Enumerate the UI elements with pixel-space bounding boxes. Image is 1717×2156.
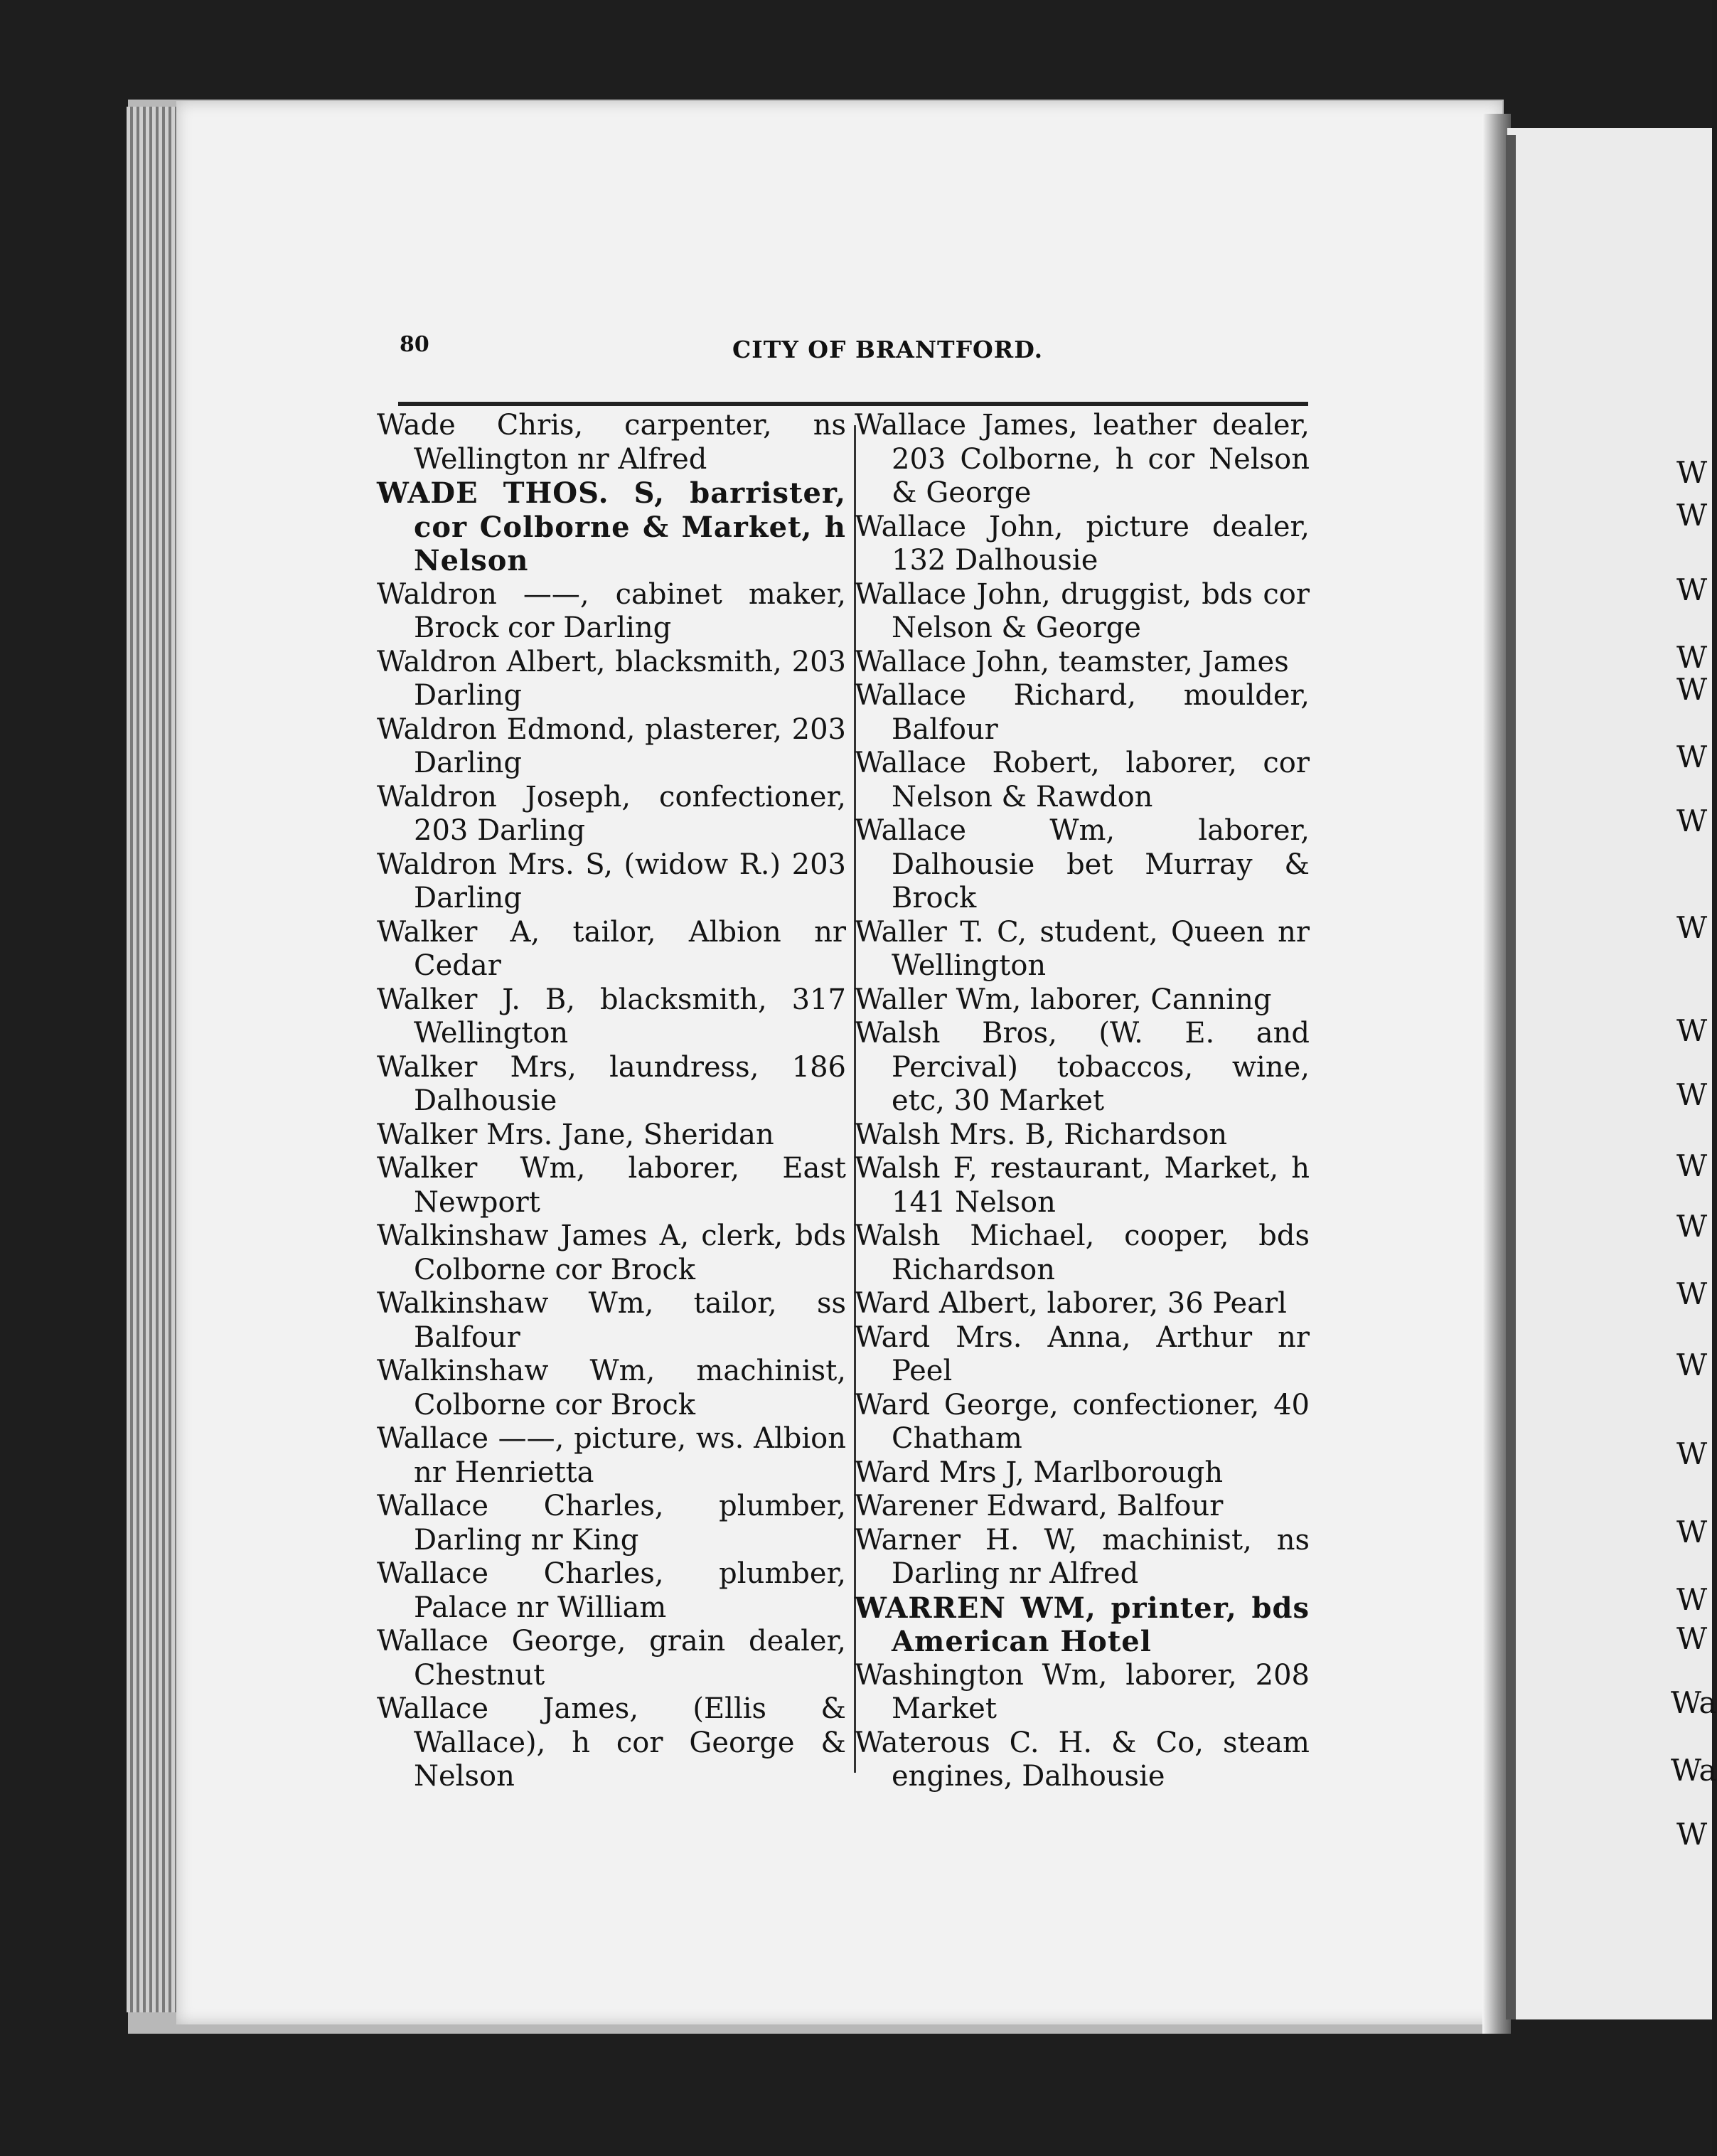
right-column — [855, 409, 1310, 1794]
facing-page-letter: W — [1676, 1077, 1708, 1112]
directory-entry: Wallace Wm, laborer, Dalhousie bet Murray & Brock — [855, 814, 1310, 914]
facing-page-letter: W — [1676, 910, 1708, 945]
directory-entry: Walker A, tailor, Albion nr Cedar — [377, 915, 846, 982]
directory-entry: Waller Wm, laborer, Canning — [855, 983, 1272, 1016]
facing-page-edge — [1506, 135, 1516, 2019]
directory-entry: Ward Albert, laborer, 36 Pearl — [855, 1287, 1287, 1320]
directory-entry: Wallace John, teamster, James — [855, 645, 1289, 678]
directory-entry: Waldron Mrs. S, (widow R.) 203 Darling — [377, 848, 846, 914]
facing-page-letter: W — [1676, 1817, 1708, 1852]
directory-entry: Walker Mrs, laundress, 186 Dalhousie — [377, 1050, 846, 1117]
directory-entry: Walkinshaw James A, clerk, bds Colborne cor Brock — [377, 1220, 846, 1286]
directory-entry: Walkinshaw Wm, machinist, Colborne cor Brock — [377, 1355, 846, 1421]
directory-entry: Wallace George, grain dealer, Chestnut — [377, 1625, 846, 1692]
header-rule — [398, 402, 1308, 406]
directory-entry: Ward Mrs J, Marlborough — [855, 1456, 1224, 1489]
directory-entry: Warener Edward, Balfour — [855, 1490, 1224, 1522]
directory-entry: Wade Chris, carpenter, ns Wellington nr Alfred — [377, 409, 846, 476]
facing-page-letter: W — [1676, 572, 1708, 607]
directory-entry: Washington Wm, laborer, 208 Market — [855, 1658, 1310, 1725]
facing-page-letter: W — [1676, 498, 1708, 533]
facing-page-letter: W — [1676, 1148, 1708, 1183]
directory-entry: Ward George, confectioner, 40 Chatham — [855, 1388, 1310, 1455]
page-number: 80 — [400, 332, 429, 357]
facing-page-letter: W — [1676, 1621, 1708, 1656]
facing-page-letter: W — [1676, 1013, 1708, 1048]
facing-page-letter: W — [1676, 1348, 1708, 1382]
directory-entry: Waldron Albert, blacksmith, 203 Darling — [377, 645, 846, 712]
directory-entry: Wallace Richard, moulder, Balfour — [855, 679, 1310, 746]
directory-entry: Walsh F, restaurant, Market, h 141 Nelson — [855, 1152, 1310, 1219]
directory-entry: Waller T. C, student, Queen nr Wellington — [855, 915, 1310, 982]
directory-entry: Wallace Charles, plumber, Darling nr King — [377, 1490, 846, 1557]
running-head: CITY OF BRANTFORD. — [732, 336, 1044, 363]
directory-entry: Wallace Charles, plumber, Palace nr William — [377, 1557, 846, 1624]
directory-entry: Warner H. W, machinist, ns Darling nr Alfred — [855, 1523, 1310, 1590]
directory-entry: Wallace John, picture dealer, 132 Dalhousie — [855, 510, 1310, 577]
directory-entry: Walsh Bros, (W. E. and Percival) tobaccos, wine, etc, 30 Market — [855, 1017, 1310, 1117]
facing-page-letter: W — [1676, 1515, 1708, 1549]
facing-page-letter: W — [1676, 672, 1708, 707]
facing-page-letter: W — [1676, 1582, 1708, 1617]
directory-entry: Ward Mrs. Anna, Arthur nr Peel — [855, 1320, 1310, 1387]
directory-entry: Wallace John, druggist, bds cor Nelson & George — [855, 577, 1310, 644]
directory-entry: Walkinshaw Wm, tailor, ss Balfour — [377, 1287, 846, 1354]
page-edges — [127, 107, 176, 2012]
left-column — [377, 409, 846, 1794]
facing-page-letter: W — [1676, 640, 1708, 675]
facing-page-letter: W — [1676, 1436, 1708, 1471]
directory-entry: Walker J. B, blacksmith, 317 Wellington — [377, 983, 846, 1050]
directory-entry: WADE THOS. S, barrister, cor Colborne & Market, h Nelson — [377, 476, 846, 577]
facing-page-letter: W — [1676, 455, 1708, 490]
directory-entry: Waldron Edmond, plasterer, 203 Darling — [377, 713, 846, 779]
directory-entry: Wallace ——, picture, ws. Albion nr Henrietta — [377, 1422, 846, 1489]
directory-entry: Waterous C. H. & Co, steam engines, Dalhousie — [855, 1726, 1310, 1793]
directory-entry: Wallace James, leather dealer, 203 Colborne, h cor Nelson & George — [855, 409, 1310, 509]
facing-page-letter: Wa — [1671, 1753, 1717, 1788]
directory-entry: Walker Mrs. Jane, Sheridan — [377, 1118, 774, 1151]
facing-page-letter: W — [1676, 740, 1708, 774]
directory-entry: Walsh Michael, cooper, bds Richardson — [855, 1220, 1310, 1286]
directory-entry: Wallace Robert, laborer, cor Nelson & Rawdon — [855, 747, 1310, 813]
directory-entry: WARREN WM, printer, bds American Hotel — [855, 1591, 1310, 1658]
facing-page-letter: W — [1676, 1209, 1708, 1244]
directory-entry: Wallace James, (Ellis & Wallace), h cor George & Nelson — [377, 1692, 846, 1793]
directory-entry: Walker Wm, laborer, East Newport — [377, 1152, 846, 1219]
facing-page — [1507, 128, 1712, 2019]
facing-page-letter: W — [1676, 1276, 1708, 1311]
directory-entry: Waldron ——, cabinet maker, Brock cor Darling — [377, 577, 846, 644]
facing-page-letter: W — [1676, 804, 1708, 838]
facing-page-letter: Wa — [1671, 1685, 1717, 1720]
directory-entry: Walsh Mrs. B, Richardson — [855, 1118, 1228, 1151]
directory-entry: Waldron Joseph, confectioner, 203 Darling — [377, 780, 846, 847]
